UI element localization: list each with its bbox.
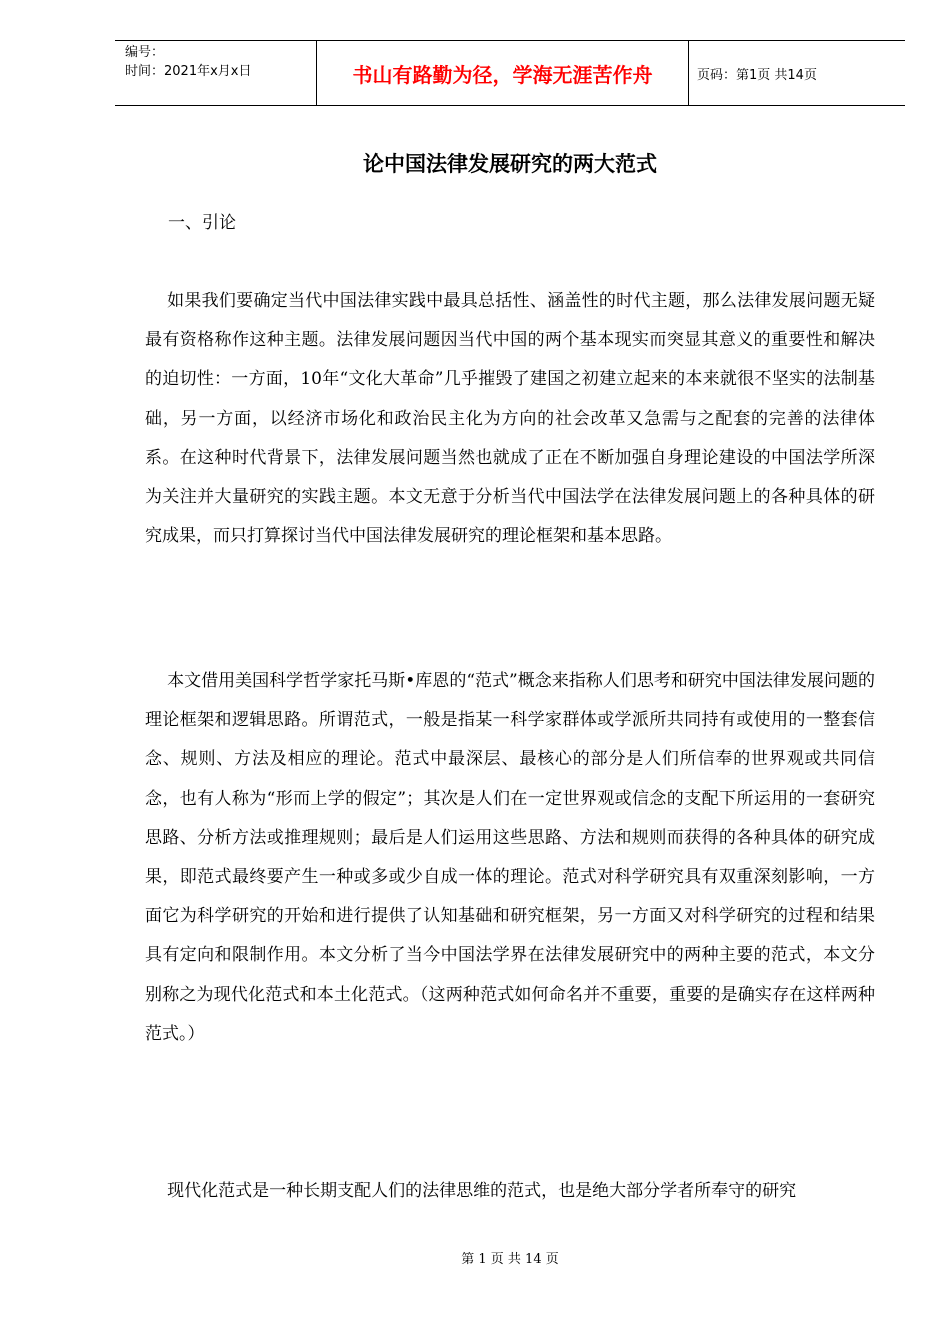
paragraph-3: 现代化范式是一种长期支配人们的法律思维的范式，也是绝大部分学者所奉守的研究 — [167, 1181, 797, 1201]
paragraph-1: 如果我们要确定当代中国法律实践中最具总括性、涵盖性的时代主题，那么法律发展问题无疑最有资格称作这种主题。法律发展问题因当代中国的两个基本现实而突显其意义的重要性和解决的迫切性：一方面，10年“文化大革命”几乎摧毁了建国之初建立起来的本来就很不坚实的法制基础，另一方面，以经济市场化和政治民主化为方向的社会改革又急需与之配套的完善的法律体系。在这种时代背景下，法律发展问题当然也就成了正在不断加强自身理论建设的中国法学所深为关注并大量研究的实践主题。本文无意于分析当代中国法学在法律发展问题上的各种具体的研究成果，而只打算探讨当代中国法律发展研究的理论框架和基本思路。 — [145, 291, 875, 547]
page-header — [115, 40, 905, 106]
paragraph-2: 本文借用美国科学哲学家托马斯•库恩的“范式”概念来指称人们思考和研究中国法律发展问题的理论框架和逻辑思路。所谓范式，一般是指某一科学家群体或学派所共同持有或使用的一整套信念、规则、方法及相应的理论。范式中最深层、最核心的部分是人们所信奉的世界观或共同信念，也有人称为“形而上学的假定”；其次是人们在一定世界观或信念的支配下所运用的一套研究思路、分析方法或推理规则；最后是人们运用这些思路、方法和规则而获得的各种具体的研究成果，即范式最终要产生一种或多或少自成一体的理论。范式对科学研究具有双重深刻影响，一方面它为科学研究的开始和进行提供了认知基础和研究框架，另一方面又对科学研究的过程和结果具有定向和限制作用。本文分析了当今中国法学界在法律发展研究中的两种主要的范式，本文分别称之为现代化范式和本土化范式。（这两种范式如何命名并不重要，重要的是确实存在这样两种范式。） — [145, 671, 875, 1044]
header-page-label: 页码：第1页 共14页 — [697, 67, 817, 83]
header-meta — [115, 41, 316, 105]
page-footer: 第 1 页 共 14 页 — [461, 1252, 559, 1267]
document-title: 论中国法律发展研究的两大范式 — [363, 151, 657, 176]
document-time-label: 时间：2021年x月x日 — [125, 64, 252, 79]
section-heading: 一、引论 — [168, 213, 236, 233]
header-motto: 书山有路勤为径，学海无涯苦作舟 — [316, 41, 689, 105]
document-number-label: 编号： — [125, 45, 165, 60]
